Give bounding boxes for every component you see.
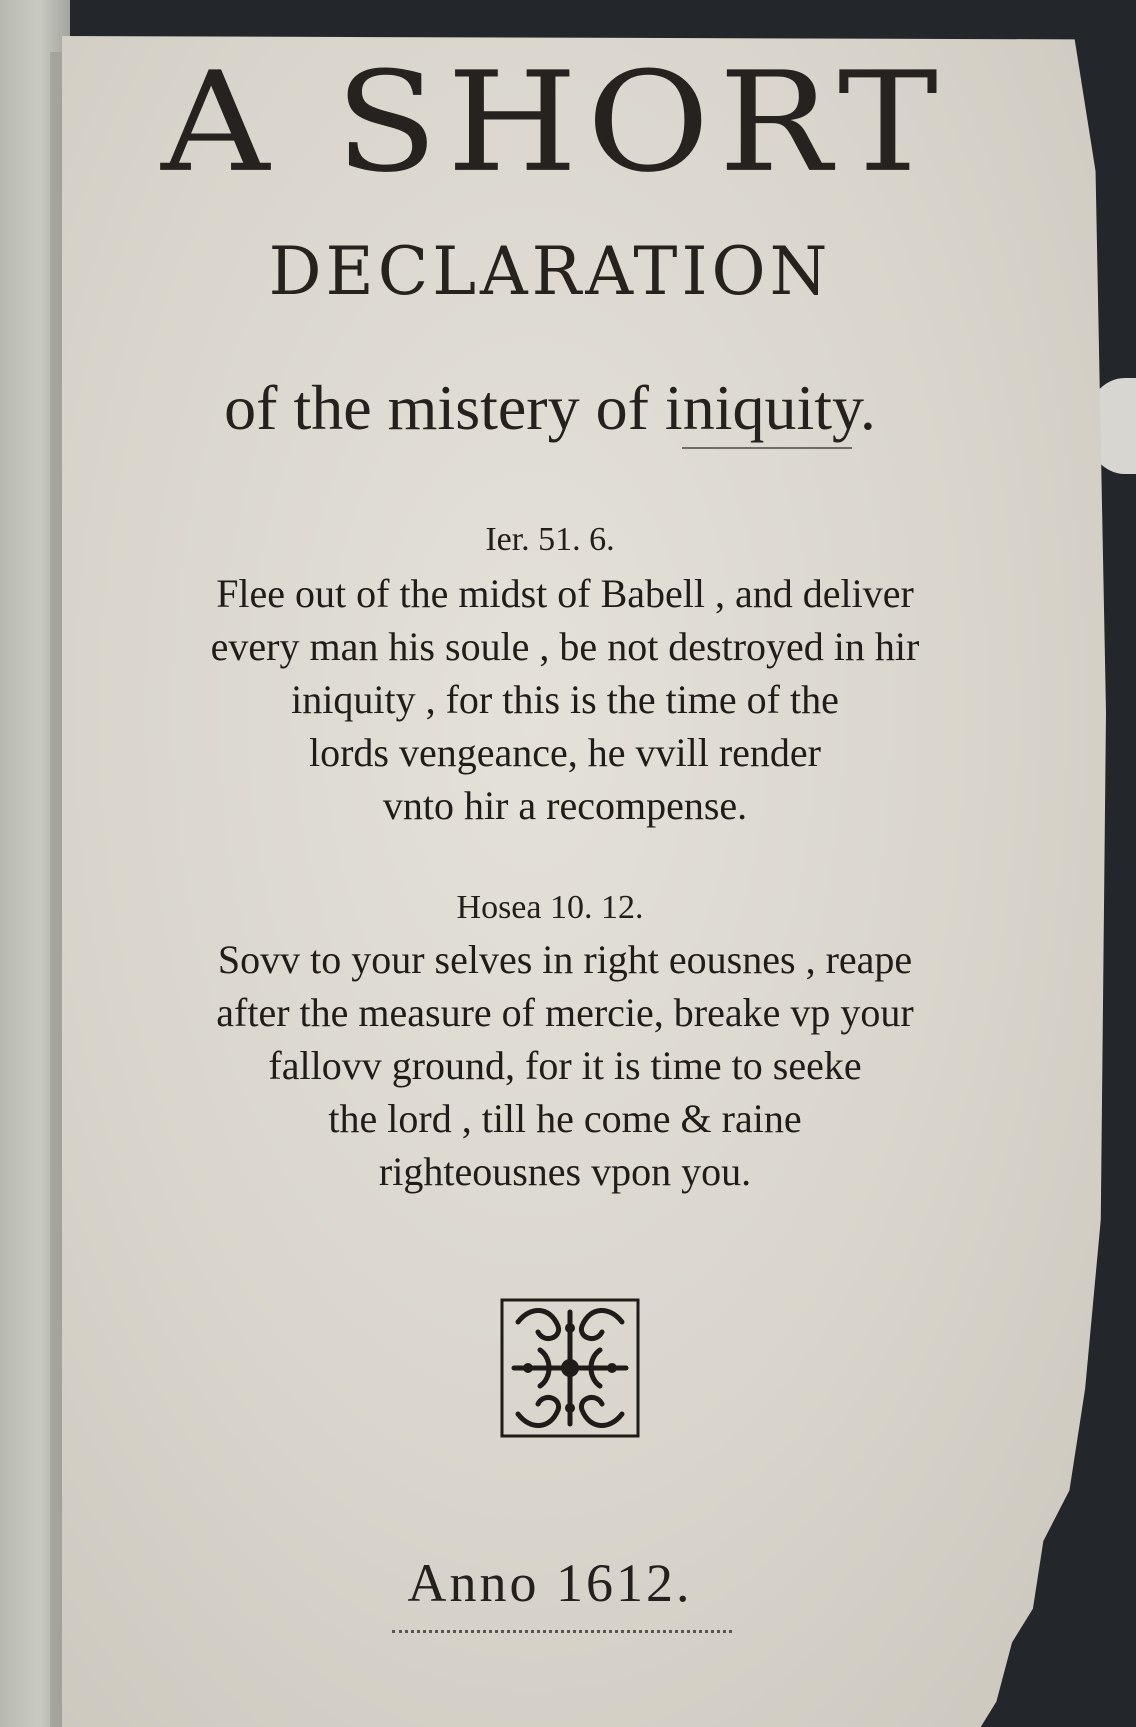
verse-line: Flee out of the midst of Babell , and deliver — [216, 571, 914, 616]
verse-line: righteousnes vpon you. — [378, 1149, 752, 1194]
scripture-verse-1 — [90, 567, 1040, 832]
imprint-year: Anno 1612. — [407, 1553, 693, 1613]
verse-line: the lord , till he come & raine — [328, 1096, 802, 1141]
facing-page-edge — [0, 0, 70, 1727]
printers-ornament-icon — [500, 1298, 640, 1438]
verse-line: Sovv to your selves in right eousnes , reape — [217, 937, 913, 982]
title-line-2: DECLARATION — [268, 233, 832, 310]
verse-line: after the measure of mercie, breake vp your — [216, 990, 914, 1035]
scripture-reference-2: Hosea 10. 12. — [456, 889, 644, 926]
scripture-verse-2 — [90, 933, 1040, 1198]
verse-line: fallovv ground, for it is time to seeke — [268, 1043, 862, 1088]
subtitle-underline — [682, 447, 852, 449]
verse-line: every man his soule , be not destroyed in hir — [210, 624, 920, 669]
verse-line: lords vengeance, he vvill render — [308, 730, 821, 775]
subtitle: of the mistery of iniquity. — [224, 372, 876, 443]
verse-line: vnto hir a recompense. — [382, 783, 748, 828]
verse-line: iniquity , for this is the time of the — [291, 677, 839, 722]
imprint-dotted-rule — [392, 1630, 732, 1633]
title-line-1: A SHORT — [161, 42, 947, 204]
scripture-reference-1: Ier. 51. 6. — [485, 521, 615, 558]
